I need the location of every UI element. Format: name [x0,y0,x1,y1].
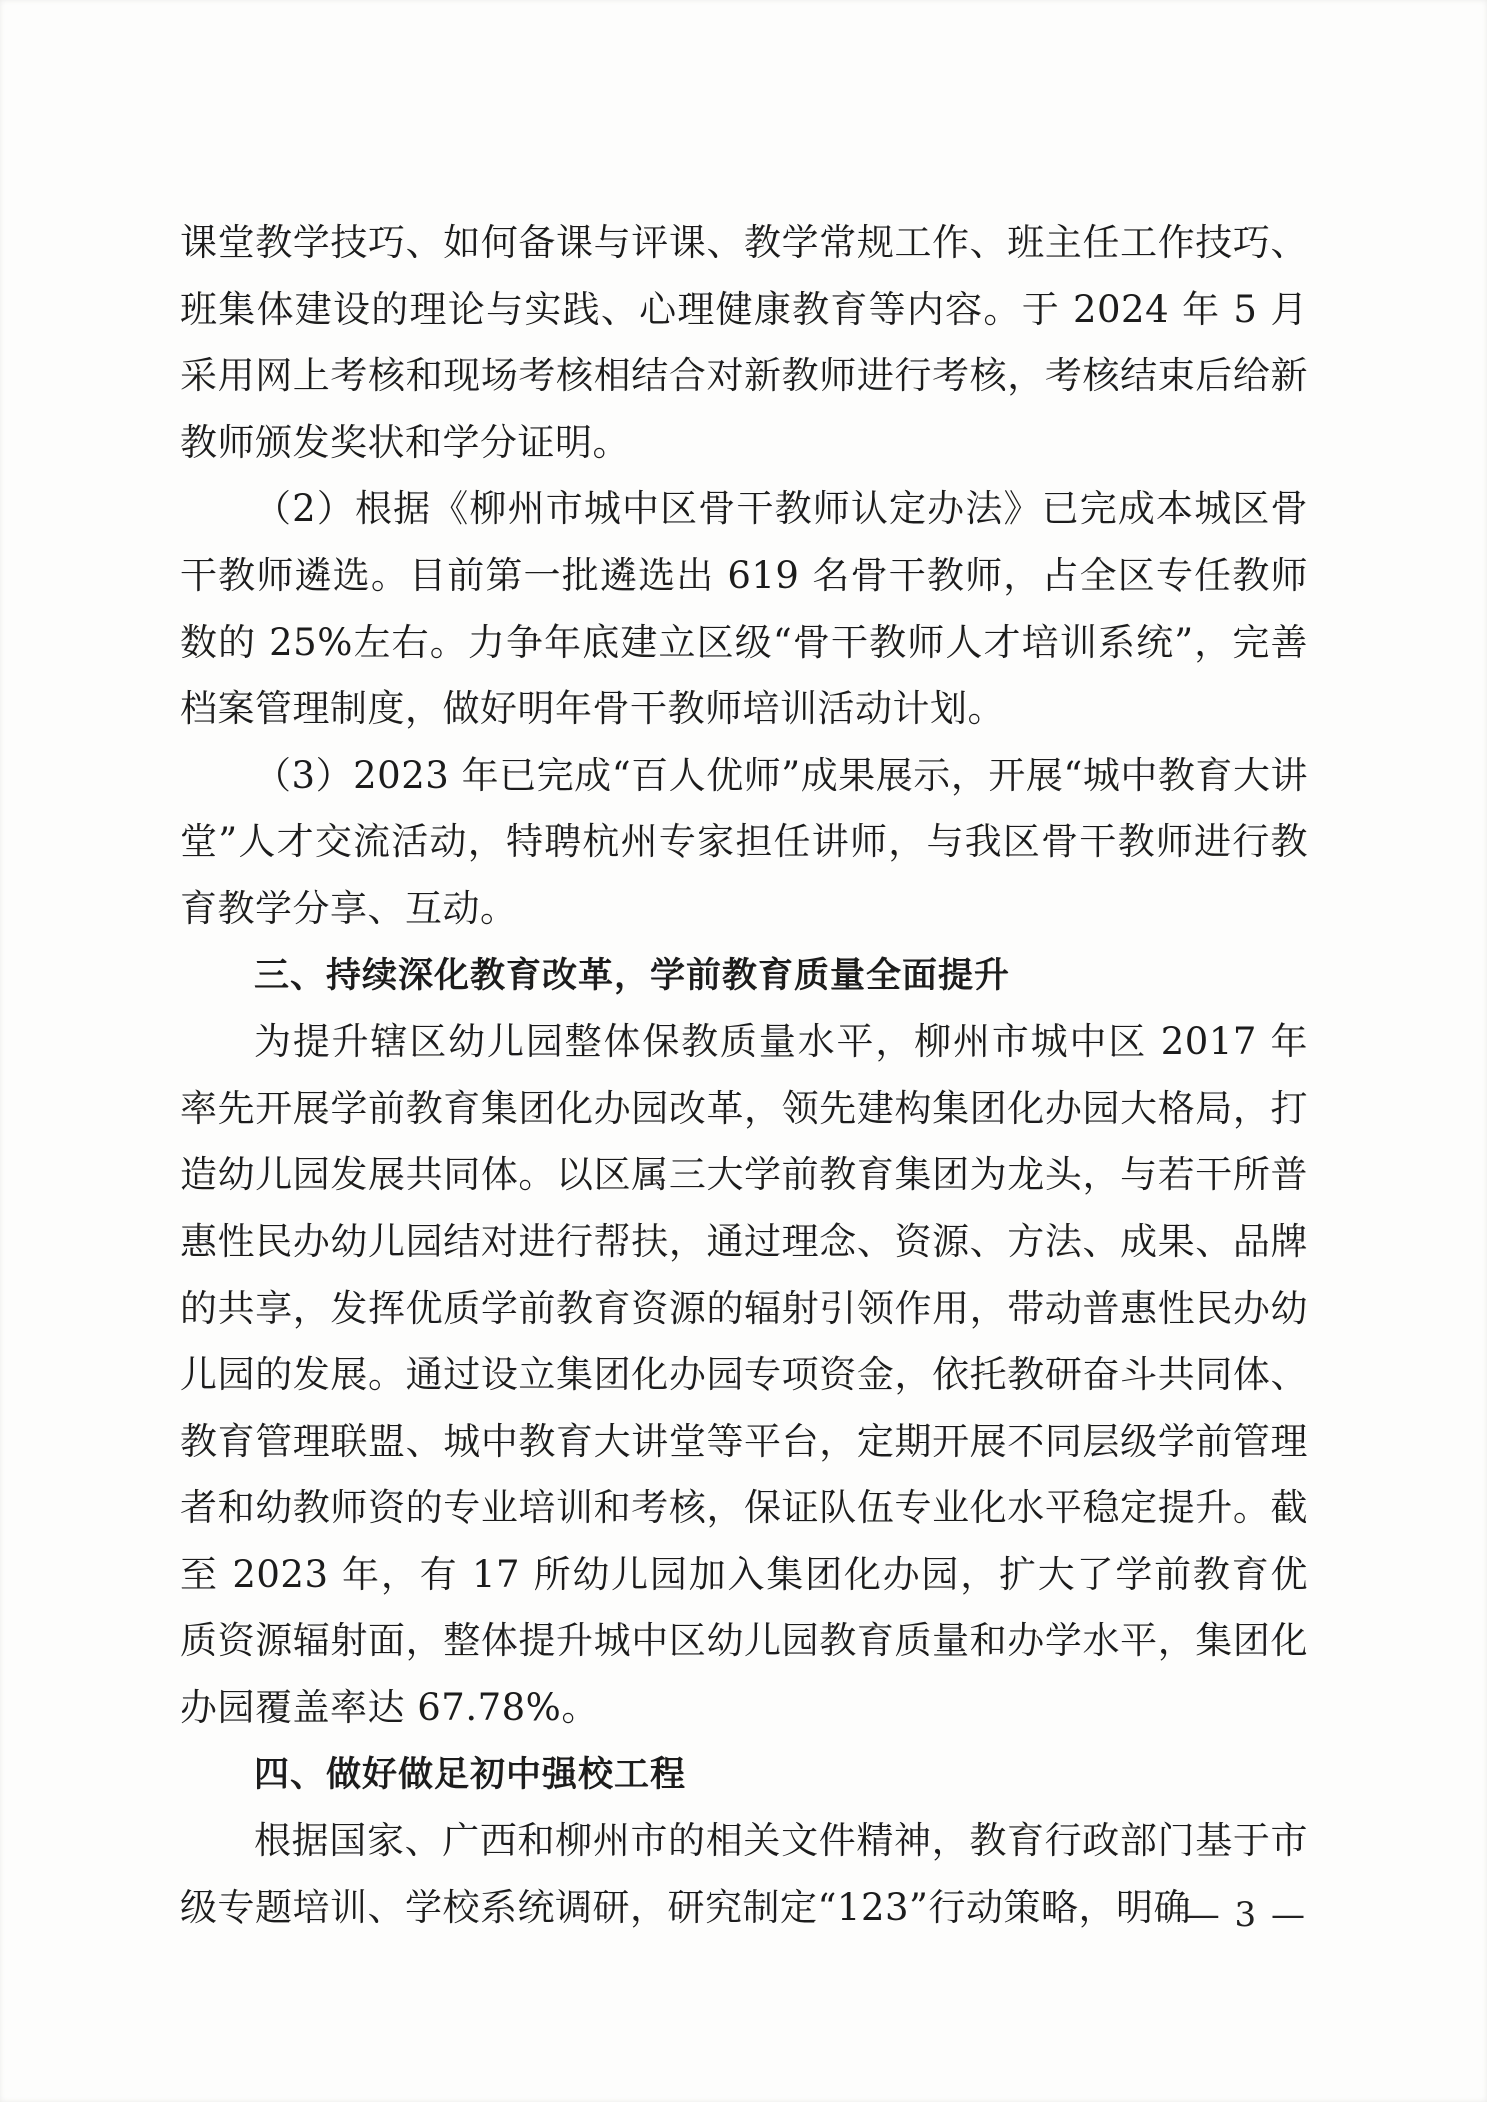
page-number: — 3 — [1185,1895,1307,1935]
document-body [180,210,1308,1941]
paragraph-teacher-training-assessment: 课堂教学技巧、如何备课与评课、教学常规工作、班主任工作技巧、班集体建设的理论与实践、心理健康教育等内容。于 2024 年 5 月采用网上考核和现场考核相结合对新教师进行考核，考核结束后给新教师颁发奖状和学分证明。 [180,221,1308,464]
paragraph-123-action-strategy: 根据国家、广西和柳州市的相关文件精神，教育行政部门基于市级专题培训、学校系统调研，研究制定“123”行动策略，明确 [180,1819,1308,1929]
paragraph-preschool-group-reform: 为提升辖区幼儿园整体保教质量水平，柳州市城中区 2017 年率先开展学前教育集团化办园改革，领先建构集团化办园大格局，打造幼儿园发展共同体。以区属三大学前教育集团为龙头，与若干所普惠性民办幼儿园结对进行帮扶，通过理念、资源、方法、成果、品牌的共享，发挥优质学前教育资源的辐射引领作用，带动普惠性民办幼儿园的发展。通过设立集团化办园专项资金，依托教研奋斗共同体、教育管理联盟、城中教育大讲堂等平台，定期开展不同层级学前管理者和幼教师资的专业培训和考核，保证队伍专业化水平稳定提升。截至 2023 年，有 17 所幼儿园加入集团化办园，扩大了学前教育优质资源辐射面，整体提升城中区幼儿园教育质量和办学水平，集团化办园覆盖率达 67.78%。 [180,1020,1308,1730]
section-heading-preschool-reform: 三、持续深化教育改革，学前教育质量全面提升 [254,955,1011,996]
paragraph-hundred-excellent-teachers: （3）2023 年已完成“百人优师”成果展示，开展“城中教育大讲堂”人才交流活动，特聘杭州专家担任讲师，与我区骨干教师进行教育教学分享、互动。 [180,753,1308,930]
section-heading-junior-high-strong-school: 四、做好做足初中强校工程 [254,1754,687,1795]
paragraph-backbone-teacher-selection: （2）根据《柳州市城中区骨干教师认定办法》已完成本城区骨干教师遴选。目前第一批遴选出 619 名骨干教师，占全区专任教师数的 25%左右。力争年底建立区级“骨干教师人才培训系统”，完善档案管理制度，做好明年骨干教师培训活动计划。 [180,487,1308,731]
